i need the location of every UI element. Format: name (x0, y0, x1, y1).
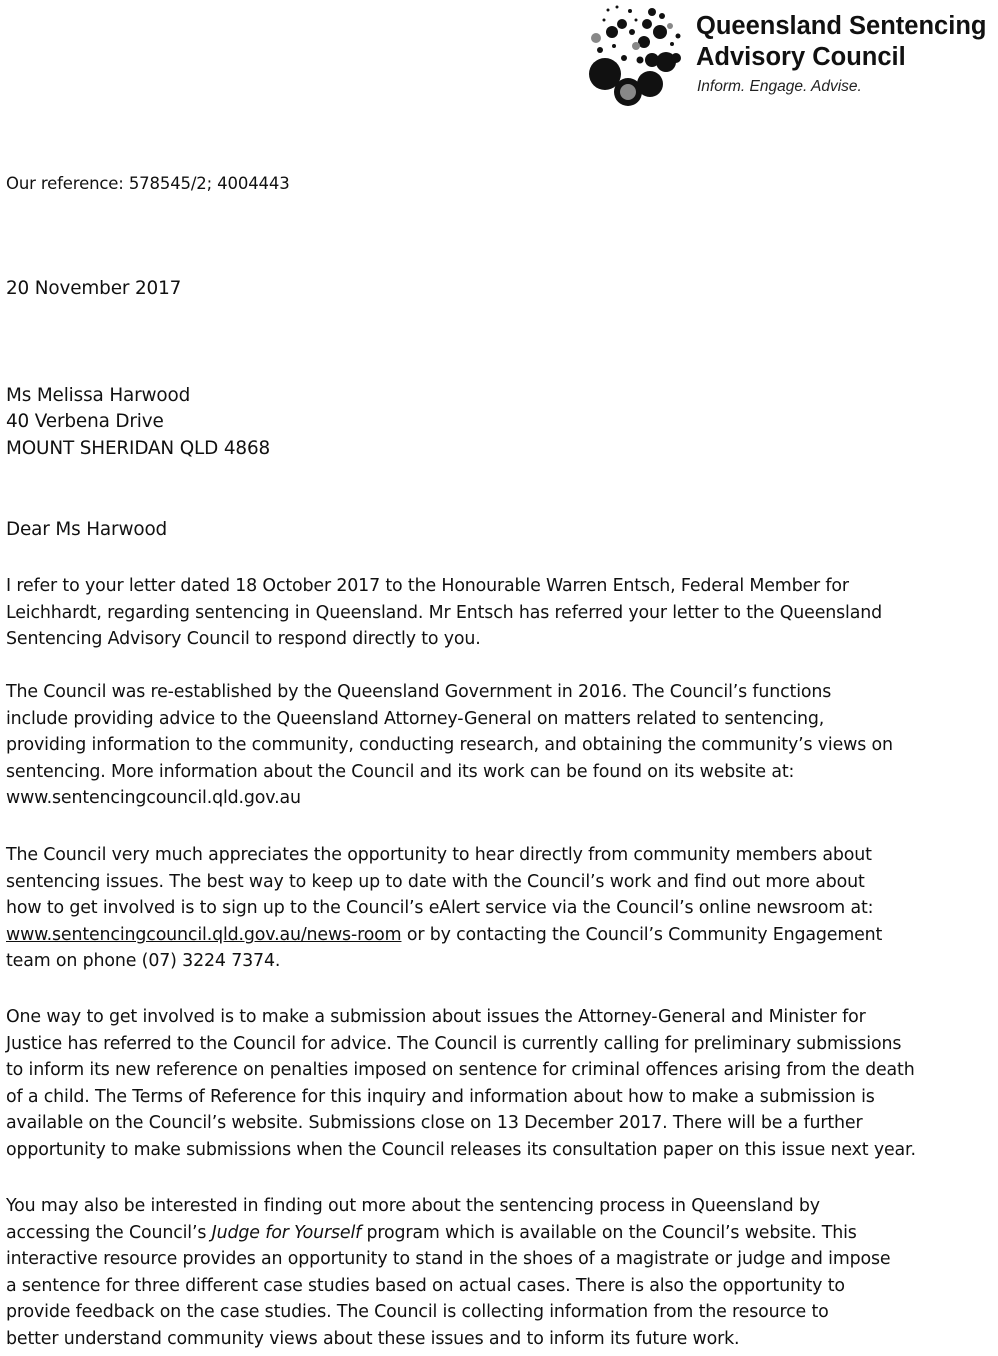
paragraph-line: The Council very much appreciates the opportunity to hear directly from community members about (6, 845, 872, 865)
council-logo-icon (584, 2, 694, 114)
paragraph-line: provide feedback on the case studies. The Council is collecting information from the resource to (6, 1302, 829, 1323)
recipient-name: Ms Melissa Harwood (6, 385, 191, 406)
recipient-city: MOUNT SHERIDAN QLD 4868 (6, 437, 271, 459)
website-url: www.sentencingcouncil.qld.gov.au (6, 788, 301, 809)
paragraph-line-rest: program which is available on the Council’s website. This (361, 1222, 857, 1243)
paragraph-line: I refer to your letter dated 18 October 2017 to the Honourable Warren Entsch, Federal Member for (6, 576, 849, 596)
paragraph-4 (6, 1004, 996, 1164)
paragraph-line: sentencing. More information about the Council and its work can be found on its website at: (6, 761, 795, 782)
organisation-tagline: Inform. Engage. Advise. (697, 78, 862, 95)
paragraph-line: how to get involved is to sign up to the Council’s eAlert service via the Council’s online newsroom at: (6, 898, 874, 919)
paragraph-line: available on the Council’s website. Submissions close on 13 December 2017. There will be a further (6, 1113, 863, 1134)
newsroom-link[interactable]: www.sentencingcouncil.qld.gov.au/news-room (6, 924, 402, 945)
letterhead (584, 2, 994, 112)
paragraph-line-rest: or by contacting the Council’s Community Engagement (401, 924, 883, 945)
paragraph-line: of a child. The Terms of Reference for this inquiry and information about how to make a submission is (6, 1086, 875, 1107)
reference-line: Our reference: 578545/2; 4004443 (6, 174, 290, 193)
paragraph-line: opportunity to make submissions when the Council releases its consultation paper on this issue next year. (6, 1139, 916, 1160)
paragraph-line: Sentencing Advisory Council to respond directly to you. (6, 629, 481, 650)
paragraph-line: Justice has referred to the Council for advice. The Council is currently calling for preliminary submissions (6, 1033, 902, 1054)
paragraph-line: better understand community views about these issues and to inform its future work. (6, 1328, 740, 1349)
paragraph-line (6, 922, 996, 949)
paragraph-line: to inform its new reference on penalties imposed on sentence for criminal offences arising from the death (6, 1060, 915, 1081)
paragraph-1 (6, 573, 996, 653)
paragraph-5 (6, 1193, 996, 1353)
paragraph-line (6, 1220, 996, 1247)
paragraph-line: interactive resource provides an opportunity to stand in the shoes of a magistrate or judge and impose (6, 1249, 891, 1270)
recipient-address (6, 383, 996, 462)
paragraph-2 (6, 679, 996, 812)
paragraph-line-start: accessing the Council’s (6, 1222, 212, 1243)
paragraph-line: One way to get involved is to make a submission about issues the Attorney-General and Minister for (6, 1007, 866, 1027)
paragraph-line: The Council was re-established by the Queensland Government in 2016. The Council’s functions (6, 682, 832, 702)
paragraph-line: include providing advice to the Queensland Attorney-General on matters related to sentencing, (6, 708, 825, 729)
organisation-name-line-1: Queensland Sentencing (696, 12, 987, 40)
salutation: Dear Ms Harwood (6, 519, 168, 540)
paragraph-line: Leichhardt, regarding sentencing in Queensland. Mr Entsch has referred your letter to the Queensland (6, 602, 882, 623)
paragraph-line: a sentence for three different case studies based on actual cases. There is also the opportunity to (6, 1275, 845, 1296)
organisation-name (696, 11, 986, 73)
paragraph-line: sentencing issues. The best way to keep up to date with the Council’s work and find out more about (6, 871, 865, 892)
paragraph-line: team on phone (07) 3224 7374. (6, 951, 281, 972)
paragraph-line: providing information to the community, conducting research, and obtaining the community’s views on (6, 735, 893, 756)
program-title: Judge for Yourself (211, 1222, 362, 1243)
letter-date: 20 November 2017 (6, 278, 182, 299)
recipient-street: 40 Verbena Drive (6, 411, 164, 433)
paragraph-line: You may also be interested in finding out more about the sentencing process in Queensland by (6, 1196, 820, 1216)
paragraph-3 (6, 842, 996, 975)
organisation-name-line-2: Advisory Council (696, 43, 906, 71)
